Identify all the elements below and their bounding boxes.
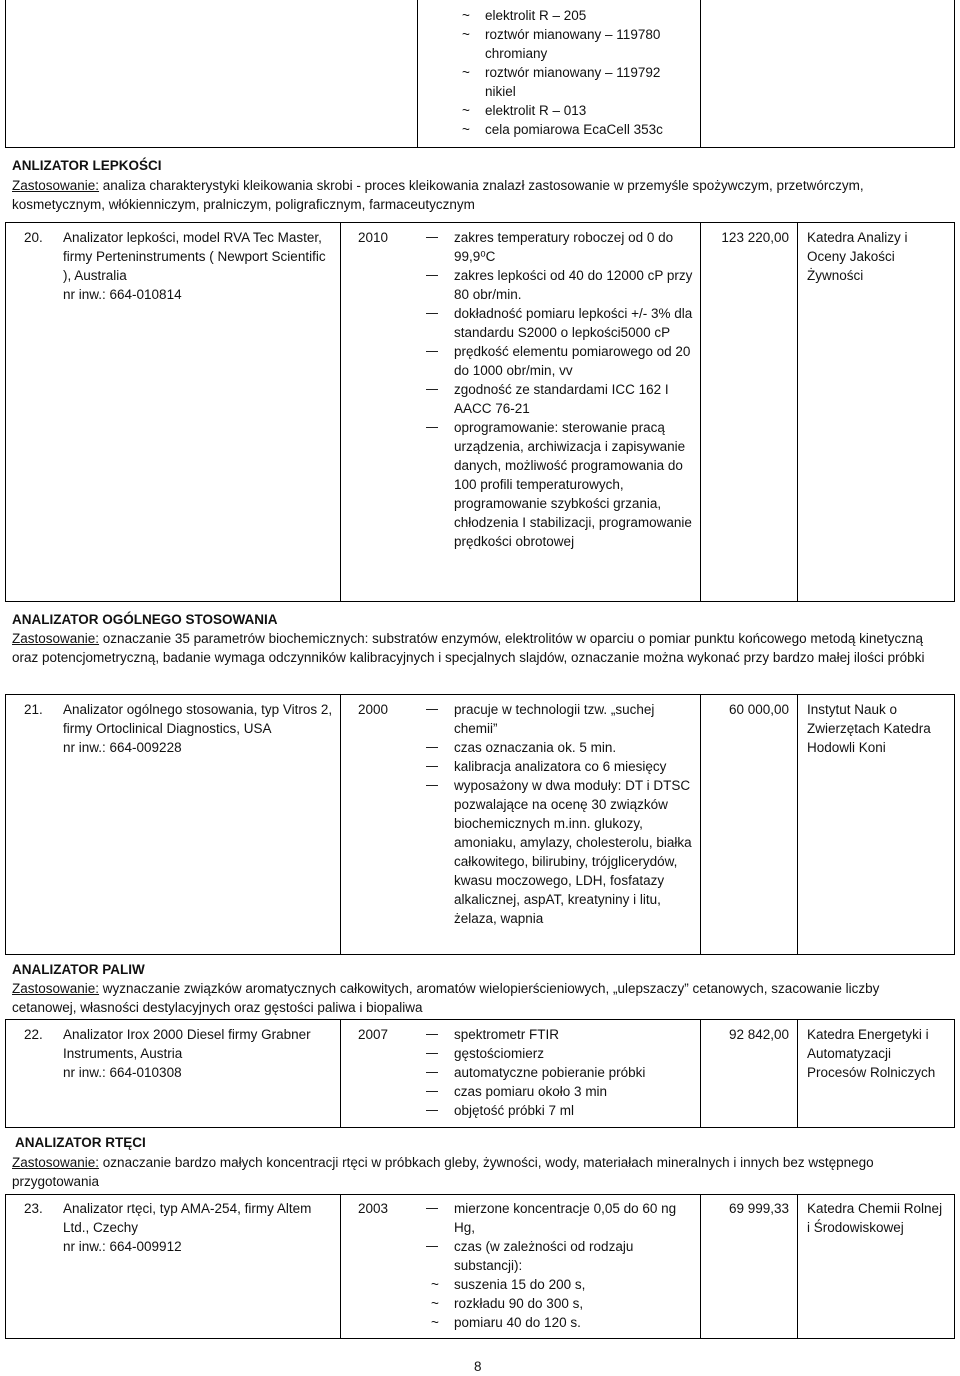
tilde-bullet-icon: ~ <box>431 1315 439 1330</box>
list-item <box>455 44 700 63</box>
list-item-text: czas pomiaru około 3 min <box>454 1084 608 1099</box>
tilde-bullet-icon: ~ <box>462 103 470 118</box>
list-item-text: gęstościomierz <box>454 1046 545 1061</box>
department: Katedra Analizy i Oceny Jakości Żywności <box>807 230 908 283</box>
spec-list <box>424 228 694 551</box>
list-item <box>455 25 700 44</box>
list-item-text: elektrolit R – 205 <box>485 8 587 23</box>
table-border <box>417 0 418 148</box>
list-item <box>424 1025 694 1044</box>
equipment-name-text: Analizator lepkości, model RVA Tec Master, firmy Perteninstruments ( Newport Scientific ), Australia <box>63 230 326 283</box>
list-item <box>424 1275 694 1294</box>
equipment-name <box>63 1199 333 1256</box>
usage-text: wyznaczanie związków aromatycznych całkowitych, aromatów wielopierścieniowych, „ulepszaczy” cetanowych, szacowanie liczby cetanowej, własności destylacyjnych oraz gęstości paliwa i biopaliwa <box>12 981 880 1015</box>
dash-bullet-icon <box>426 1208 438 1209</box>
list-item-text: zakres temperatury roboczej od 0 do 99,9⁰C <box>454 230 674 264</box>
year: 2003 <box>358 1201 389 1216</box>
dash-bullet-icon <box>426 275 438 276</box>
dash-bullet-icon <box>426 237 438 238</box>
list-item-text: suszenia 15 do 200 s, <box>454 1277 586 1292</box>
list-item <box>455 82 700 101</box>
list-item-text: czas (w zależności od rodzaju substancji): <box>454 1239 634 1273</box>
dash-bullet-icon <box>426 1110 438 1111</box>
equipment-name-text: Analizator Irox 2000 Diesel firmy Grabner Instruments, Austria <box>63 1027 311 1061</box>
list-item-text: pomiaru 40 do 120 s. <box>454 1315 581 1330</box>
tilde-bullet-icon: ~ <box>462 122 470 137</box>
dash-bullet-icon <box>426 1091 438 1092</box>
spec-list <box>424 1025 694 1120</box>
usage-label: Zastosowanie: <box>12 631 100 646</box>
equipment-name <box>63 700 333 757</box>
list-item-text: kalibracja analizatora co 6 miesięcy <box>454 759 667 774</box>
row-number: 22. <box>24 1027 43 1042</box>
list-item <box>455 6 700 25</box>
usage-label: Zastosowanie: <box>12 178 100 193</box>
inventory-number: nr inw.: 664-009228 <box>63 740 182 755</box>
dash-bullet-icon <box>426 1246 438 1247</box>
list-item-text: elektrolit R – 013 <box>485 103 587 118</box>
list-item <box>424 228 694 266</box>
equipment-name-text: Analizator rtęci, typ AMA-254, firmy Altem Ltd., Czechy <box>63 1201 312 1235</box>
dash-bullet-icon <box>426 1034 438 1035</box>
tilde-bullet-icon: ~ <box>431 1277 439 1292</box>
list-item-text: objętość próbki 7 ml <box>454 1103 575 1118</box>
row-number: 23. <box>24 1201 43 1216</box>
row-number: 21. <box>24 702 43 717</box>
table-border <box>700 0 701 148</box>
table-border <box>954 0 955 148</box>
list-item-text: czas oznaczania ok. 5 min. <box>454 740 617 755</box>
row-number: 20. <box>24 230 43 245</box>
list-item <box>424 776 694 928</box>
dash-bullet-icon <box>426 427 438 428</box>
list-item <box>424 1237 694 1275</box>
list-item-text: spektrometr FTIR <box>454 1027 560 1042</box>
section-heading: ANLIZATOR LEPKOŚCI <box>12 158 162 173</box>
tilde-bullet-icon: ~ <box>462 8 470 23</box>
department: Instytut Nauk o Zwierzętach Katedra Hodowli Koni <box>807 702 931 755</box>
list-item <box>424 1313 694 1332</box>
equipment-name <box>63 228 333 304</box>
equipment-name <box>63 1025 333 1082</box>
list-item-text: wyposażony w dwa moduły: DT i DTSC pozwalające na ocenę 30 związków biochemicznych m.inn. glukozy, amoniaku, amylazy, cholesterolu, białka całkowitego, bilirubiny, trójglicerydów, kwasu moczowego, LDH, fosfatazy alkalicznej, aspAT, kreatyniny i litu, żelaza, wapnia <box>454 778 692 926</box>
list-item <box>424 1101 694 1120</box>
department: Katedra Energetyki i Automatyzacji Procesów Rolniczych <box>807 1027 936 1080</box>
dash-bullet-icon <box>426 766 438 767</box>
table-border <box>5 147 955 148</box>
list-item-text: dokładność pomiaru lepkości +/- 3% dla standardu S2000 o lepkości5000 cP <box>454 306 693 340</box>
list-item <box>424 1063 694 1082</box>
list-item <box>455 101 700 120</box>
list-item <box>455 63 700 82</box>
section-heading: ANALIZATOR PALIW <box>12 962 145 977</box>
list-item <box>424 342 694 380</box>
list-item <box>424 418 694 551</box>
value: 69 999,33 <box>728 1201 789 1216</box>
dash-bullet-icon <box>426 389 438 390</box>
list-item-text: chromiany <box>485 46 548 61</box>
section-heading: ANALIZATOR OGÓLNEGO STOSOWANIA <box>12 612 278 627</box>
tilde-bullet-icon: ~ <box>431 1296 439 1311</box>
list-item-text: rozkładu 90 do 300 s, <box>454 1296 584 1311</box>
list-item-text: nikiel <box>485 84 516 99</box>
value: 60 000,00 <box>728 702 789 717</box>
usage-text: analiza charakterystyki kleikowania skrobi - proces kleikowania znalazł zastosowanie w przemyśle spożywczym, przetwórczym, kosmetycznym, włókienniczym, pralniczym, poligraficznym, farmaceutycznym <box>12 178 864 212</box>
dash-bullet-icon <box>426 1072 438 1073</box>
usage-paragraph <box>12 1153 947 1191</box>
list-item-text: prędkość elementu pomiarowego od 20 do 1000 obr/min, vv <box>454 344 691 378</box>
year: 2007 <box>358 1027 389 1042</box>
dash-bullet-icon <box>426 351 438 352</box>
value: 123 220,00 <box>721 230 789 245</box>
usage-text: oznaczanie 35 parametrów biochemicznych: substratów enzymów, elektrolitów w oparciu o pomiar punktu końcowego metodą kinetyczną oraz potencjometryczną, badanie wymaga odczynników kalibracyjnych i specjalnych slajdów, oznaczanie można wykonać przy bardzo małej ilości próbki <box>12 631 925 665</box>
inventory-number: nr inw.: 664-010814 <box>63 287 182 302</box>
inventory-number: nr inw.: 664-009912 <box>63 1239 182 1254</box>
list-item <box>424 1044 694 1063</box>
usage-text: oznaczanie bardzo małych koncentracji rtęci w próbkach gleby, żywności, wody, materiałach mineralnych i innych bez wstępnego przygotowania <box>12 1155 874 1189</box>
section-heading: ANALIZATOR RTĘCI <box>15 1135 146 1150</box>
usage-paragraph <box>12 176 947 214</box>
dash-bullet-icon <box>426 709 438 710</box>
department: Katedra Chemii Rolnej i Środowiskowej <box>807 1201 943 1235</box>
usage-label: Zastosowanie: <box>12 981 100 996</box>
dash-bullet-icon <box>426 1053 438 1054</box>
list-item-text: roztwór mianowany – 119780 <box>485 27 661 42</box>
dash-bullet-icon <box>426 313 438 314</box>
list-item-text: roztwór mianowany – 119792 <box>485 65 661 80</box>
list-item-text: mierzone koncentracje 0,05 do 60 ng Hg, <box>454 1201 677 1235</box>
list-item <box>424 380 694 418</box>
spec-list <box>424 700 694 928</box>
list-item <box>424 1082 694 1101</box>
list-item-text: zakres lepkości od 40 do 12000 cP przy 80 obr/min. <box>454 268 693 302</box>
dash-bullet-icon <box>426 747 438 748</box>
inventory-number: nr inw.: 664-010308 <box>63 1065 182 1080</box>
usage-paragraph <box>12 629 947 667</box>
list-item-text: oprogramowanie: sterowanie pracą urządzenia, archiwizacja i zapisywanie danych, możliwość programowania do 100 profili temperaturowych, programowanie szybkości grzania, chłodzenia I stabilizacji, programowanie prędkości obrotowej <box>454 420 692 549</box>
list-item-text: automatyczne pobieranie próbki <box>454 1065 646 1080</box>
list-item <box>424 738 694 757</box>
list-item <box>424 757 694 776</box>
value: 92 842,00 <box>728 1027 789 1042</box>
usage-paragraph <box>12 979 947 1017</box>
list-item-text: zgodność ze standardami ICC 162 I AACC 76-21 <box>454 382 669 416</box>
list-item <box>455 120 700 139</box>
page-number: 8 <box>474 1359 482 1374</box>
list-item-text: cela pomiarowa EcaCell 353c <box>485 122 663 137</box>
table-border <box>5 0 6 148</box>
usage-label: Zastosowanie: <box>12 1155 100 1170</box>
list-item <box>424 266 694 304</box>
tilde-bullet-icon: ~ <box>462 27 470 42</box>
equipment-name-text: Analizator ogólnego stosowania, typ Vitros 2, firmy Ortoclinical Diagnostics, USA <box>63 702 333 736</box>
top-spec-list <box>455 6 700 139</box>
tilde-bullet-icon: ~ <box>462 65 470 80</box>
list-item <box>424 1199 694 1237</box>
spec-list <box>424 1199 694 1332</box>
list-item <box>424 700 694 738</box>
list-item-text: pracuje w technologii tzw. „suchej chemii” <box>454 702 655 736</box>
year: 2010 <box>358 230 389 245</box>
dash-bullet-icon <box>426 785 438 786</box>
list-item <box>424 304 694 342</box>
list-item <box>424 1294 694 1313</box>
year: 2000 <box>358 702 389 717</box>
